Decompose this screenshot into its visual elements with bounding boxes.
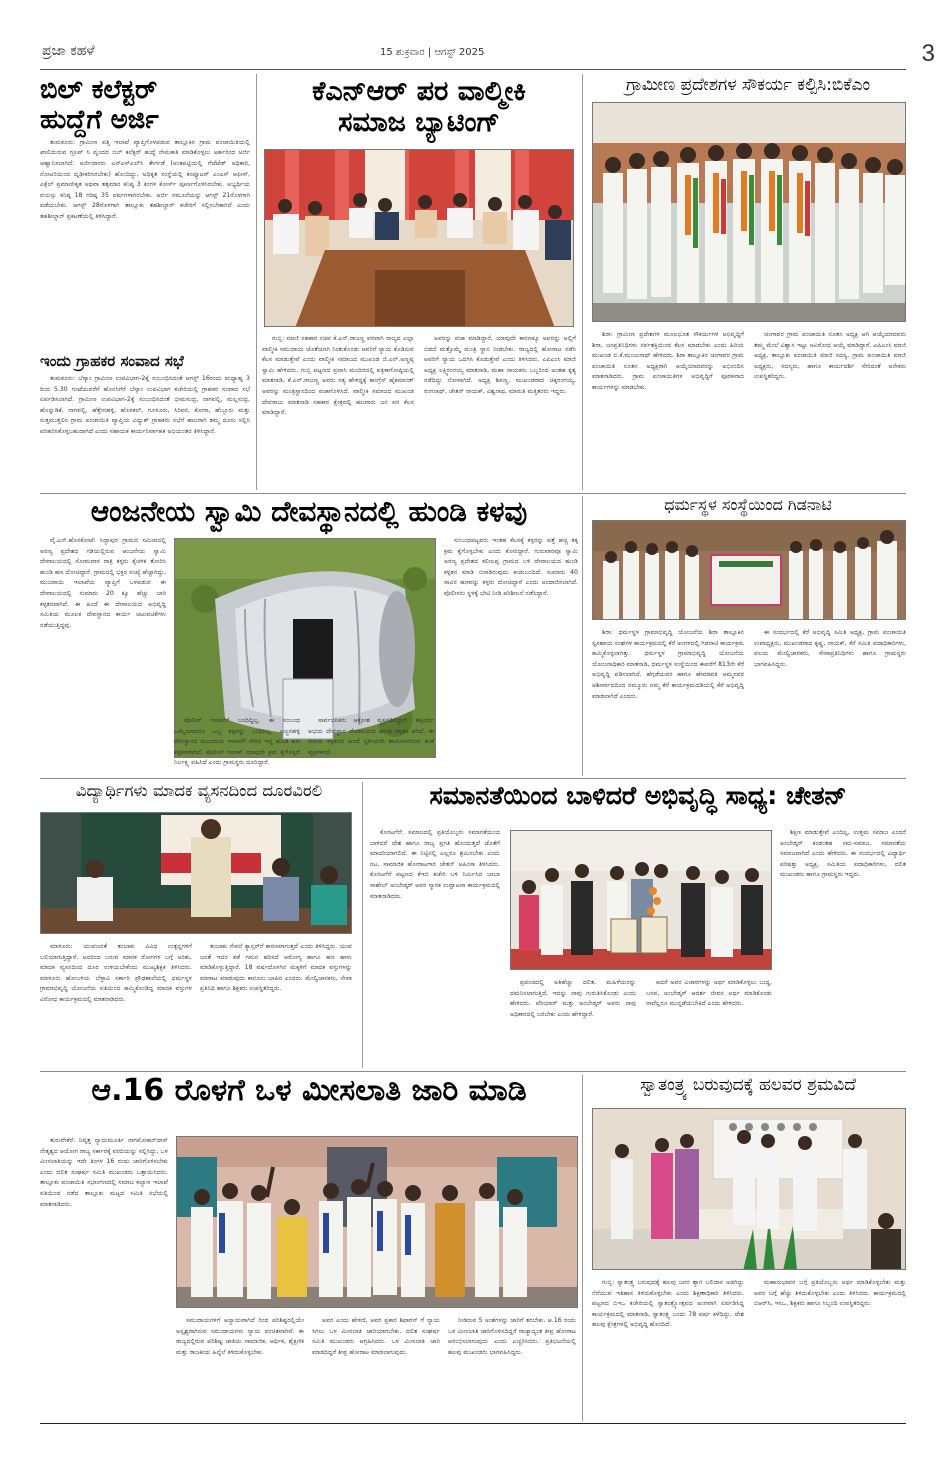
ambedkar-event-photo-illustration xyxy=(511,831,772,970)
headline-line1: ಕೆಎನ್‌ಆರ್ ಪರ ವಾಲ್ಮೀಕಿ xyxy=(312,76,526,107)
headline: ಆ.16 ರೊಳಗೆ ಒಳ ಮೀಸಲಾತಿ ಜಾರಿ ಮಾಡಿ xyxy=(91,1073,527,1108)
photo-ambedkar-event xyxy=(510,830,772,970)
article-consumer-meeting xyxy=(40,352,250,492)
headline: ಸಮಾನತೆಯಿಂದ ಬಾಳಿದರೆ ಅಭಿವೃದ್ಧಿ ಸಾಧ್ಯ: ಚೇತನ್ xyxy=(429,781,847,810)
article-students-drugs xyxy=(40,781,358,1003)
article-hundi-theft xyxy=(40,495,578,629)
photo-felicitation xyxy=(592,102,906,322)
headline: ಗ್ರಾಮೀಣ ಪ್ರದೇಶಗಳ ಸೌಕರ್ಯ ಕಲ್ಪಿಸಿ:ಬಿಕೆಎಂ xyxy=(625,75,871,95)
newspaper-name: ಪ್ರಜಾ ಕಹಳೆ xyxy=(42,43,95,59)
column-rule xyxy=(256,74,257,490)
headline: ವಿದ್ಯಾರ್ಥಿಗಳು ಮಾದಕ ವ್ಯಸನದಿಂದ ದೂರವಿರಲಿ xyxy=(75,781,323,800)
article-body-col4: ನೀಡಿರುವ 5 ಅಂಶಗಳನ್ನು ಜಾರಿಗೆ ತರಬೇಕು. ಆ.16 ರಂದು ಒಳ ಮೀಸಲಾತಿ ಜಾರಿಗೊಳಿಸದಿದ್ದರೆ ರಾಜ್ಯಾದ್ಯಂತ ತೀವ್ರ ಹೋರಾಟ ಆರಂಭಿಸಲಾಗುವುದು ಎಂದು ಎಚ್ಚರಿಸಿದರು. ಪ್ರತಿಭಟನೆಯಲ್ಲಿ ಹಲವು ಮುಖಂಡರು ಭಾಗವಹಿಸಿದ್ದರು. xyxy=(448,1317,576,1356)
article-body-col2: ಅವರನ್ನು ವಜಾ ಮಾಡಿದ್ದಾರೆ, ಯಾವುದೇ ಕಾರಣಕ್ಕೂ ಅವರನ್ನು ಅಲ್ಲಿಗೆ ಬಿಡದೆ ಮತ್ತೊಮ್ಮೆ ಮಂತ್ರಿ ಸ್ಥಾನ ನೀಡಬೇಕು. ರಾಜ್ಯದಲ್ಲಿ ಹೋರಾಟ ನಡೆಸಿ ಅವರಿಗೆ ನ್ಯಾಯ ಒದಗಿಸಿ ಕೊಡುತ್ತೇವೆ ಎಂದು ತಿಳಿಸಿದರು. ಎಪಿಎಂಸಿ ಮಾಜಿ ಅಧ್ಯಕ್ಷ ಲಕ್ಷ್ಮಿರಂಗಯ್ಯ ಮಾತನಾಡಿ, ಮಹಾ ನಾಯಕರು ಒಬ್ಬರಿಂದ ಅಂತಹ ಕೃತ್ಯ ನಡೆದಿದ್ದು ನೋವಾಗಿದೆ. ಅಧ್ಯಕ್ಷ ಶಿವಣ್ಣ, ಮುಖಂಡರಾದ ಚಿಕ್ಕರಂಗಯ್ಯ, ರಂಗನಾಥ್, ಚೇತನ್ ನಾಯಕ್, ವಿಶ್ವನಾಥ, ಮಾರುತಿ ಮತ್ತಿತರರು ಇದ್ದರು. xyxy=(424,335,576,395)
article-body-col1: ಶಿರಾ: ಗ್ರಾಮೀಣ ಪ್ರದೇಶಗಳ ಮೂಲಭೂತ ಸೌಕರ್ಯಗಳ ಅಭಿವೃದ್ಧಿಗೆ ಶಿರಾ, ಜನಪ್ರತಿನಿಧಿಗಳು ಸರ್ವಶಕ್ತಿಯಿಂದ ಕೆಲಸ ಮಾಡಬೇಕು ಎಂದು ಹಿರಿಯ ಮುಖಂಡ ಬಿ.ಕೆ.ಮಂಜುನಾಥ್ ಹೇಳಿದರು. ಶಿರಾ ತಾಲ್ಲೂಕಿನ ಚಂಗಾವರ ಗ್ರಾಮ ಪಂಚಾಯಿತಿ ನೂತನ ಅಧ್ಯಕ್ಷರಾಗಿ ಆಯ್ಕೆಯಾದವರನ್ನು ಅಭಿನಂದಿಸಿ ಮಾತನಾಡಿದರು. ಗ್ರಾಮ ಪಂಚಾಯಿತಿಗಳ ಅಭಿವೃದ್ಧಿಗೆ ಪೂರಕವಾದ ಕಾರ್ಯಗಳನ್ನು ಮಾಡಬೇಕು. xyxy=(592,331,744,391)
article-body-col2: ತಂಬಾಕು ಸೇವನೆ ಕ್ಯಾನ್ಸರ್‌ಗೆ ಕಾರಣವಾಗುತ್ತದೆ ಎಂದು ತಿಳಿಸಿದ್ದರು. ಯುವ ಜನತೆ ಇದರ ಕಡೆ ಗಮನ ಹರಿಸದೆ ಆರೋಗ್ಯ ಹಾಗೂ ಹಣ ಹಾಳು ಮಾಡಿಕೊಳ್ಳುತ್ತಿದ್ದಾರೆ. 18 ವರ್ಷದೊಳಗಿನ ಮಕ್ಕಳಿಗೆ ಮಾದಕ ವಸ್ತುಗಳನ್ನು ಮಾರಾಟ ಮಾಡುವುದು ಕಾನೂನು ಬಾಹಿರ ಎಂದರು. ಮೇಲ್ವಿಚಾರಕರು, ಸೇವಾ ಪ್ರತಿನಿಧಿ ಹಾಗೂ ಶಿಕ್ಷಕರು ಉಪಸ್ಥಿತರಿದ್ದರು. xyxy=(200,943,352,993)
headline: ಇಂದು ಗ್ರಾಹಕರ ಸಂವಾದ ಸಭೆ xyxy=(40,352,184,370)
photo-school-event xyxy=(40,812,352,934)
section-rule xyxy=(40,1071,906,1072)
meeting-photo-illustration xyxy=(265,150,574,327)
article-independence xyxy=(590,1075,906,1329)
column-rule xyxy=(582,496,583,776)
section-rule xyxy=(40,493,906,494)
headline-line2: ಸಮಾಜ ಬ್ಯಾಟಿಂಗ್ xyxy=(338,107,500,139)
school-event-photo-illustration xyxy=(41,813,352,934)
hundi-body-col3: ಸಾರ್ವಜನಿಕರು ಆಕ್ರೋಶ ವ್ಯಕ್ತಪಡಿಸಿದ್ದಾರೆ. ಶಕ್ತಿವರ್ಧ ಅಭಯ ದೇವಸ್ಥಾನ ದೇವಾಲಯದ ಹುಂಡಿ ಕಳ್ಳತನ ಆಗಿದೆ. ಈ ರೀತಿಯ ಕಳ್ಳತನದ ಹಿಂದೆ ಸ್ಥಳೀಯರೇ ಶಾಮೀಲಾಗಿರುವ ಶಂಕೆ ವ್ಯಕ್ತವಾಗಿದೆ. xyxy=(308,717,434,756)
column-rule xyxy=(582,1075,583,1421)
headline: ಧರ್ಮಸ್ಥಳ ಸಂಸ್ಥೆಯಿಂದ ಗಿಡನಾಟಿ xyxy=(664,495,832,514)
article-body-col3: ಆದರೆ ಅವರ ವಿಚಾರಗಳನ್ನು ಅರ್ಥ ಮಾಡಿಕೊಳ್ಳಲು ಬುದ್ಧ, ಬಸವ, ಅಂಬೇಡ್ಕರ್ ಆದರ್ಶ ಜೀವನ ಅರ್ಥ ಮಾಡಿಕೊಂಡು ನಾವೆಲ್ಲರೂ ಮುನ್ನಡೆಯಬೇಕಿದೆ ಎಂದು ಹೇಳಿದರು. xyxy=(646,979,772,1008)
protest-photo-illustration xyxy=(177,1137,578,1308)
issue-date: 15 ಶುಕ್ರವಾರ | ಆಗಸ್ಟ್ 2025 xyxy=(380,47,485,58)
article-dharmasthala xyxy=(590,495,906,700)
article-body-col2: ಈ ಸಂದರ್ಭದಲ್ಲಿ ಕೆರೆ ಅಭಿವೃದ್ಧಿ ಸಮಿತಿ ಅಧ್ಯಕ್ಷ, ಗ್ರಾಮ ಪಂಚಾಯಿತಿ ಉಪಾಧ್ಯಕ್ಷರು, ಮುಖಂಡರಾದ ಕೃಷ್ಣ, ನಾಯಕ್, ಕೆರೆ ಸಮಿತಿ ಪದಾಧಿಕಾರಿಗಳು, ವಲಯ ಮೇಲ್ವಿಚಾರಕರು, ಸೇವಾಪ್ರತಿನಿಧಿಗಳು ಹಾಗೂ ಗ್ರಾಮಸ್ಥರು ಭಾಗವಹಿಸಿದ್ದರು. xyxy=(754,629,906,668)
article-body-col1: ಗುಬ್ಬಿ: ಮಾಜಿ ಸಹಕಾರ ಸಚಿವ ಕೆ.ಎನ್.ರಾಜಣ್ಣ ಪರವಾಗಿ ರಾಜ್ಯದ ಎಲ್ಲಾ ವಾಲ್ಮೀಕಿ ಸಮುದಾಯ ಜೊತೆಯಾಗಿ ನಿಂತುಕೊಂಡು ಅವರಿಗೆ ನ್ಯಾಯ ಕೊಡಿಸುವ ಕೆಲಸ ಮಾಡುತ್ತೇವೆ ಎಂದು ವಾಲ್ಮೀಕಿ ಸಮಾಜದ ಮುಖಂಡ ಜಿ.ಎನ್.ಅಣ್ಣಪ್ಪ ಸ್ವಾಮಿ ಹೇಳಿದರು. ಗುಬ್ಬಿ ಪಟ್ಟಣದ ಪ್ರವಾಸಿ ಮಂದಿರದಲ್ಲಿ ಪತ್ರಿಕಾಗೋಷ್ಠಿಯಲ್ಲಿ ಮಾತನಾಡಿ, ಕೆ.ಎನ್.ರಾಜಣ್ಣ ಅವರು ಸತ್ಯ ಹೇಳಿದ್ದಕ್ಕೆ ಕಾಂಗ್ರೆಸ್ ಹೈಕಮಾಂಡ್ ಅವರನ್ನು ಮಂತ್ರಿಸ್ಥಾನದಿಂದ ವಜಾಗೊಳಿಸಿದೆ. ವಾಲ್ಮೀಕಿ ಸಮಾಜದ ಮುಖಂಡ ದೇವರಾಜು ಮಾತನಾಡಿ ಸಹಕಾರ ಕ್ಷೇತ್ರದಲ್ಲಿ ಹಲವಾರು ಜನ ಪರ ಕೆಲಸ ಮಾಡಿದ್ದಾರೆ. xyxy=(262,335,414,417)
headline: ಆಂಜನೇಯ ಸ್ವಾಮಿ ದೇವಸ್ಥಾನದಲ್ಲಿ ಹುಂಡಿ ಕಳವು xyxy=(90,495,528,528)
independence-event-photo-illustration xyxy=(593,1109,906,1270)
photo-tree-planting xyxy=(592,520,906,620)
article-body-col1: ಕೊರಟಗೆರೆ: ಸಮಾಜದಲ್ಲಿ ಪ್ರತಿಯೊಬ್ಬರು ಸಮಾನತೆಯಿಂದ ಬಾಳಿದರೆ ದೇಶ ಹಾಗೂ ರಾಜ್ಯ ಪ್ರಗತಿ ಹೊಂದುತ್ತದೆ ಜೊತೆಗೆ ಮಾದರಿಯಾಗಲಿದೆ. ಈ ನಿಟ್ಟಿನಲ್ಲಿ ಎಲ್ಲರೂ ಶ್ರಮಿಸಬೇಕು ಎಂದು ನಟ, ಸಾಮಾಜಿಕ ಹೋರಾಟಗಾರ ಚೇತನ್ ಅಹಿಂಸಾ ತಿಳಿಸಿದರು. ಕೊರಟಗೆರೆ ಪಟ್ಟಣದ ಕೆಇಬಿ ಕಚೇರಿ ಬಳಿ ನಿರ್ಮಿಸಿದ ಬಾಬಾ ಸಾಹೇಬ್ ಅಂಬೇಡ್ಕರ್ ಅವರ ಸ್ಮಾರಕ ಉದ್ಘಾಟನಾ ಕಾರ್ಯಕ್ರಮದಲ್ಲಿ ಮಾತನಾಡಿದರು. xyxy=(370,829,500,900)
hundi-body-col2: ಪೊಲೀಸ್ ಇಲಾಖೆಗೆ ಬಂದಿದ್ದಿಲ್ಲ. ಈ ಸಂಬಂಧ ಒಮ್ಮೆಯಾದರೂ ಒಬ್ಬ ಕಳ್ಳನನ್ನು ಬಂಧಿಸಿಲ್ಲ. ಅಜ್ಜನಹಳ್ಳಿ ದೇವಸ್ಥಾನದ ಮುಜರಾಯಿ ಇಲಾಖೆಗೆ ಸೇರಿದ ಇದ್ದ ಹುಂಡಿ ಹಣ ಕಳ್ಳತನವಾಗಿದೆ. ಪೊಲೀಸ್ ಇಲಾಖೆ ಯಾವುದೇ ಕ್ರಮ ಕೈಗೊಳ್ಳದೆ ನಿರ್ಲಕ್ಷ್ಯ ವಹಿಸಿದೆ ಎಂದು ಗ್ರಾಮಸ್ಥರು ದೂರಿದ್ದಾರೆ. xyxy=(174,717,300,767)
felicitation-photo-illustration xyxy=(593,103,906,322)
article-internal-reservation xyxy=(40,1073,578,1356)
article-body-col1: ಗುಬ್ಬಿ: ಸ್ವಾತಂತ್ರ್ಯ ಬರುವುದಕ್ಕೆ ಹಲವು ಜನರ ತ್ಯಾಗ ಬಲಿದಾನ ಅಡಗಿದ್ದು ನೆನೆಯುವ ಇತಿಹಾಸ ತಿಳಿದುಕೊಳ್ಳಬೇಕು ಎಂದು ಶಿಕ್ಷಣಾಧಿಕಾರಿ ತಿಳಿಸಿದರು. ಪಟ್ಟಣದ ಬಿಇಒ ಕಚೇರಿಯಲ್ಲಿ ಸ್ವಾತಂತ್ರ್ಯೋತ್ಸವದ ಅಂಗವಾಗಿ ಏರ್ಪಡಿಸಿದ್ದ ಕಾರ್ಯಕ್ರಮದಲ್ಲಿ ಮಾತನಾಡಿ, ಸ್ವಾತಂತ್ರ್ಯ ಬಂದು 78 ವರ್ಷ ಕಳೆದಿದ್ದು, ದೇಶ ಹಲವು ಕ್ಷೇತ್ರಗಳಲ್ಲಿ ಅಭಿವೃದ್ಧಿ ಹೊಂದಿದೆ. xyxy=(592,1279,744,1329)
article-bill-collector xyxy=(40,76,250,330)
headline-line1: ಬಿಲ್ ಕಲೆಕ್ಟರ್ xyxy=(40,75,158,105)
article-valmiki xyxy=(262,76,576,417)
column-rule xyxy=(362,782,363,1068)
article-chetan xyxy=(370,781,906,1018)
photo-protest xyxy=(176,1136,578,1308)
article-body: ತುಮಕೂರು: ಗ್ರಾಮೀಣ ಪತ್ತಿ ಇಲಾಖೆ ವ್ಯಾಪ್ತಿಗೊಳಪಡುವ ತಾಲ್ಲೂಕಿನ ಗ್ರಾಮ ಪಂಚಾಯಿತಿಯಲ್ಲಿ ಖಾಲಿಯಿರುವ ಗ್ರೂಪ್ ಸಿ ವೃಂದದ ಬಿಲ್ ಕಲೆಕ್ಟರ್ ಹುದ್ದೆ ನೇಮಕಾತಿ ಮಾಡಿಕೊಳ್ಳಲು ಅರ್ಹರಿಂದ ಅರ್ಜಿ ಆಹ್ವಾನಿಸಲಾಗಿದೆ. ಅರ್ಜಿದಾರರು ಎಸ್‌ಎಸ್‌ಎಲ್‌ಸಿ ತೇರ್ಗಡೆ (ಅಂಕಪಟ್ಟಿಯಲ್ಲಿ ಗೆಜೆಟೆಡ್ ಅಧಿಕಾರಿ, ನೋಟರಿಯಿಂದ ದೃಢೀಕರಿಸಿರಬೇಕು) ಹೊಂದಿದ್ದು, ಅಧಿಕೃತ ಸಂಸ್ಥೆಯಲ್ಲಿ ಕಂಪ್ಯೂಟರ್ ಎಂಎಸ್ ಆಫೀಸ್, ಎಕ್ಸೆಲ್ ಪ್ರಮಾಣೀಕೃತ ಅಥವಾ ತತ್ಸಮಾನ ಕನಿಷ್ಠ 3 ತಿಂಗಳ ಕೋರ್ಸ್ ಪೂರ್ಣಗೊಳಿಸಿರಬೇಕು. ಅಭ್ಯರ್ಥಿಯ ವಯಸ್ಸು ಕನಿಷ್ಠ 18 ಗರಿಷ್ಠ 35 ವರ್ಷಗಳಾಗಿರಬೇಕು. ಅರ್ಜಿ ನಮೂನೆಯನ್ನು ಆಗಸ್ಟ್ 21ರೊಳಗಾಗಿ ಪಡೆಯಬೇಕು. ಆಗಸ್ಟ್ 28ರೊಳಗಾಗಿ ತಾಲ್ಲೂಕು ತಹಶೀಲ್ದಾರ್ ಕಚೇರಿಗೆ ಸಲ್ಲಿಸಬೇಕಾಗಿದೆ ಎಂದು ತಹಶೀಲ್ದಾರ್ ಪ್ರಕಟಣೆಯಲ್ಲಿ ತಿಳಿಸಿದ್ದಾರೆ. xyxy=(40,138,250,220)
article-body-col1: ಶಿರಾ: ಧರ್ಮಸ್ಥಳ ಗ್ರಾಮಾಭಿವೃದ್ಧಿ ಯೋಜನೆಯ ಶಿರಾ ತಾಲ್ಲೂಕಿನ ಸ್ವಸಹಾಯ ಸಂಘಗಳ ಕಾರ್ಯಕ್ರಮದಲ್ಲಿ ಕೆರೆ ಅಂಗಳದಲ್ಲಿ ಗಿಡನಾಟಿ ಕಾರ್ಯಕ್ರಮ ಹಮ್ಮಿಕೊಳ್ಳಲಾಗಿತ್ತು. ಧರ್ಮಸ್ಥಳ ಗ್ರಾಮಾಭಿವೃದ್ಧಿ ಯೋಜನೆಯ ಯೋಜನಾಧಿಕಾರಿ ಮಾತನಾಡಿ, ಧರ್ಮಸ್ಥಳ ಸಂಸ್ಥೆಯಿಂದ ಈವರೆಗೆ 813ನೇ ಕೆರೆ ಅಭಿವೃದ್ಧಿ ಪಡಿಸಲಾಗಿದೆ. ಹೆಗ್ಗಡೆಯವರ ಹಾಗೂ ಹೇಮಾವತಿ ಅಮ್ಮನವರ ಆಶೀರ್ವಾದದಿಂದ ನಮ್ಮೂರು ನಮ್ಮ ಕೆರೆ ಕಾರ್ಯಕ್ರಮದಡಿಯಲ್ಲಿ ಕೆರೆ ಅಭಿವೃದ್ಧಿ ಮಾಡಲಾಗಿದೆ ಎಂದರು. xyxy=(592,629,744,700)
article-body-col2: ಮಹಾನುಭಾವರ ಬಗ್ಗೆ ಪ್ರತಿಯೊಬ್ಬರು ಅರ್ಥ ಮಾಡಿಕೊಳ್ಳಬೇಕು ಮತ್ತು ಅವರ ಬಗ್ಗೆ ಹೆಚ್ಚು ತಿಳಿದುಕೊಳ್ಳಬೇಕು ಎಂದು ತಿಳಿಸಿದರು. ಕಾರ್ಯಕ್ರಮದಲ್ಲಿ ಬಿಆರ್‌ಸಿ, ಇಸಿಒ, ಶಿಕ್ಷಕರು ಹಾಗೂ ಸಿಬ್ಬಂದಿ ಉಪಸ್ಥಿತರಿದ್ದರು. xyxy=(754,1279,906,1308)
photo-meeting xyxy=(264,149,574,327)
tree-planting-photo-illustration xyxy=(593,521,906,620)
article-bkm xyxy=(590,75,906,391)
photo-independence-event xyxy=(592,1108,906,1270)
article-body-col1: ವೈ.ಎನ್.ಹೊಸಕೋಟೆ: ಸಿದ್ದಾಪುರ ಗ್ರಾಮದ ಸಮೀಪದಲ್ಲಿ ಅರಣ್ಯ ಪ್ರದೇಶದ ಗಡಿಯಲ್ಲಿರುವ ಆಂಜನೇಯ ಸ್ವಾಮಿ ದೇವಾಲಯದಲ್ಲಿ ಸೋಮವಾರ ರಾತ್ರಿ ಕಳ್ಳರು ಕೈಚಳಕ ತೋರಿಸಿ ಹುಂಡಿ ಹಣ ದೋಚಿದ್ದಾರೆ. ಗ್ರಾಮದಲ್ಲಿ ಭಕ್ತರ ಸಂಖ್ಯೆ ಹೆಚ್ಚಾಗಿದ್ದು, ಮುಜರಾಯಿ ಇಲಾಖೆಯ ವ್ಯಾಪ್ತಿಗೆ ಒಳಪಡುವ ಈ ದೇವಾಲಯದಲ್ಲಿ ಸುಮಾರು 20 ಕ್ಕೂ ಹೆಚ್ಚು ಬಾರಿ ಕಳ್ಳತನವಾಗಿದೆ. ಈ ಹಿಂದೆ ಈ ದೇವಾಲಯದ ಅಭಿವೃದ್ಧಿ ಸಮಿತಿಯ ಮೂಲಕ ದೇವಸ್ಥಾನದ ಕಾರ್ಯ ಚಟುವಟಿಕೆಗಳು ನಡೆಯುತ್ತಿದ್ದವು. xyxy=(40,537,166,629)
page-number: 3 xyxy=(921,40,935,67)
headline: ಸ್ವಾತಂತ್ರ್ಯ ಬರುವುದಕ್ಕೆ ಹಲವರ ಶ್ರಮವಿದೆ xyxy=(640,1075,856,1095)
section-rule xyxy=(40,778,906,779)
headline-line2: ಹುದ್ದೆಗೆ ಅರ್ಜಿ xyxy=(40,104,159,135)
article-body-col4: ಶಿಕ್ಷಣ ಮಾಡುತ್ತೇವೆ ಎಂದಿಲ್ಲ, ಉತ್ತಮ ಸಮಾಜ ಎಂದರೆ ಅಂಬೇಡ್ಕರ್ ಕಂಡಂತಹ ಸಮ-ಸಮಾಜ, ಸಮಾನತೆಯ ಸಮಾಜವಾಗಿದೆ ಎಂದು ಹೇಳಿದರು. ಈ ಸಂದರ್ಭದಲ್ಲಿ ವಿದ್ಯಾರ್ಥಿ ಪರಿಷತ್ತು ಅಧ್ಯಕ್ಷ, ಸಮಿತಿಯ ಪದಾಧಿಕಾರಿಗಳು, ದಲಿತ ಮುಖಂಡರು ಹಾಗೂ ಗ್ರಾಮಸ್ಥರು ಇದ್ದರು. xyxy=(780,829,906,879)
page-bottom-rule xyxy=(40,1423,906,1424)
article-body-col2: ಸಮುದಾಯಗಳಿಗೆ ಅನ್ಯಾಯವಾಗಿದೆ ರಿಂದ ಪರಿಶಿಷ್ಟರಲ್ಲಿಯೇ ಅಸ್ಪೃಶ್ಯರಾಗಿರುವ ಸಮುದಾಯಗಳು ನ್ಯಾಯ ವಂಚಿತವಾಗಿವೆ. ಈ ರಾಜ್ಯದಲ್ಲಿರುವ ಪರಿಶಿಷ್ಟ ಜಾತಿಯ ಸಾಮಾಜಿಕ, ಆರ್ಥಿಕ, ಶೈಕ್ಷಣಿಕ ಮತ್ತು ರಾಜಕೀಯ ಹಿನ್ನೆಲೆ ತಿಳಿದುಕೊಳ್ಳಬೇಕು. xyxy=(176,1317,304,1356)
article-body: ತುಮಕೂರು: ಬೆಸ್ಕಾಂ ಗ್ರಾಮೀಣ ಉಪವಿಭಾಗ-2ಕ್ಕೆ ಸಂಬಂಧಿಸಿದಂತೆ ಆಗಸ್ಟ್ 16ರಂದು ಮಧ್ಯಾಹ್ನ 3 ರಿಂದ 5.30 ಗಂಟೆಯವರೆಗೆ ಹೊನಸಿಗೆರೆ ಬೆಸ್ಕಾಂ ಉಪವಿಭಾಗ ಕಚೇರಿಯಲ್ಲಿ ಗ್ರಾಹಕರ ಸಂವಾದ ಸಭೆ ಏರ್ಪಡಿಸಲಾಗಿದೆ. ಗ್ರಾಮೀಣ ಉಪವಿಭಾಗ-2ಕ್ಕೆ ಸಂಬಂಧಿಸಿದಂತೆ ಭೀಮಸಂದ್ರ, ನಾಗವಲ್ಲಿ, ಮಲ್ಲಸಂದ್ರ, ಹೊನ್ನುಡಿಕೆ, ನಾಗವಲ್ಲಿ, ಹೆತ್ತೇನಹಳ್ಳಿ, ಹೊಳಕಲ್, ಗೂಳೂರು, ಸಿರಿವರ, ಕೋರಾ, ಹೆಬ್ಬೂರು ಮತ್ತು ಸುತ್ತಮುತ್ತಲಿನ ಗ್ರಾಮ ಪಂಚಾಯಿತಿ ವ್ಯಾಪ್ತಿಯ ವಿದ್ಯುತ್ ಗ್ರಾಹಕರು ಸಭೆಗೆ ಹಾಜರಾಗಿ ತಮ್ಮ ದೂರು ಸಲ್ಲಿಸಿ ಪರಿಹರಿಸಿಕೊಳ್ಳಬಹುದಾಗಿದೆ ಎಂದು ಸಹಾಯಕ ಕಾರ್ಯನಿರ್ವಾಹಕ ಅಭಿಯಂತರ ತಿಳಿಸಿದ್ದಾರೆ. xyxy=(40,375,250,435)
column-rule xyxy=(582,74,583,490)
article-body-col1: ಮಾಳೂರು: ಯುವಜನತೆ ತಂಬಾಕು ವಿವಿಧ ಉತ್ಪನ್ನಗಳಿಗೆ ಬಲಿಯಾಗುತ್ತಿದ್ದಾರೆ. ಅದರಿಂದ ಬರುವ ಮಾರಕ ರೋಗಗಳ ಬಗ್ಗೆ ಅರಿತು, ಮಾದಕ ವ್ಯಸನದಿಂದ ದೂರ ಉಳಿಯಬೇಕೆಂದು ಮುಖ್ಯಶಿಕ್ಷಕ ತಿಳಿಸಿದರು. ಮಾಳೂರು ಹೋಬಳಿಯ ಬೆಳ್ಳಾವಿ ಸರ್ಕಾರಿ ಪ್ರೌಢಶಾಲೆಯಲ್ಲಿ ಧರ್ಮಸ್ಥಳ ಗ್ರಾಮಾಭಿವೃದ್ಧಿ ಯೋಜನೆಯ ವತಿಯಿಂದ ಹಮ್ಮಿಕೊಂಡಿದ್ದ ಮಾದಕ ವಸ್ತುಗಳ ವಿರೋಧ ಕಾರ್ಯಕ್ರಮದಲ್ಲಿ ಮಾತನಾಡಿದರು. xyxy=(40,943,192,1003)
article-body-col2: ಪ್ರಪಂಚದಲ್ಲಿ ಅತಿಹೆಚ್ಚು ದಲಿತ, ಮಹಿಳೆಯರನ್ನು ದಮನಿಸಲಾಗುತ್ತಿದೆ, ಇದನ್ನು ನಾವು ಗುರುತಿಸಿಕೊಂಡು ಎಂದು ಹೇಳಿದರು. ಪೆರಿಯಾರ್ ಮತ್ತು ಅಂಬೇಡ್ಕರ್ ಅವರು ನಾವು ಅಧಿಕಾರದಲ್ಲಿ ಬರಬೇಕು ಎಂದು ಹೇಳಿದ್ದಾರೆ. xyxy=(510,979,636,1018)
article-body-col2: ಚಂಗಾವರ ಗ್ರಾಮ ಪಂಚಾಯಿತಿ ನೂತನ ಅಧ್ಯಕ್ಷ ಆಗಿ ಆಯ್ಕೆಯಾದವರು ತಮ್ಮ ಮೇಲೆ ವಿಶ್ವಾಸ ಇಟ್ಟು ಅವಿರೋಧ ಆಯ್ಕೆ ಮಾಡಿದ್ದಾರೆ. ಎಪಿಎಂಸಿ ಮಾಜಿ ಅಧ್ಯಕ್ಷ, ತಾಲ್ಲೂಕು ಪಂಚಾಯಿತಿ ಮಾಜಿ ಸದಸ್ಯ, ಗ್ರಾಮ ಪಂಚಾಯಿತಿ ಮಾಜಿ ಅಧ್ಯಕ್ಷರು, ಸದಸ್ಯರು, ಹಾಗೂ ಕಾರ್ಯದರ್ಶಿ ಸೇರಿದಂತೆ ಅನೇಕರು ಉಪಸ್ಥಿತರಿದ್ದರು. xyxy=(754,331,906,381)
article-body-col3: ಅವರ ಎಂದು ಹೇಳಿದೆ, ಅವರ ಪ್ರಕಾರ ಶಿಫಾರಸ್ ಗೆ ನ್ಯಾಯ ಸಿಗಲು ಒಳ ಮೀಸಲಾತಿ ಜಾರಿಯಾಗಬೇಕು. ದಲಿತ ಸಂಘರ್ಷ ಸಮಿತಿ ಮುಖಂಡರು ಆಗ್ರಹಿಸಿದರು. ಒಳ ಮೀಸಲಾತಿ ಜಾರಿ ಮಾಡದಿದ್ದರೆ ತೀವ್ರ ಹೋರಾಟ ಮಾಡಲಾಗುವುದು. xyxy=(312,1317,440,1356)
article-body-col1: ತುರುವೇಕೆರೆ: ನಿವೃತ್ತ ನ್ಯಾಯಮೂರ್ತಿ ನಾಗಮೋಹನ್‌ದಾಸ್ ನೇತೃತ್ವದ ಆಯೋಗ ರಾಜ್ಯ ಸರ್ಕಾರಕ್ಕೆ ವರದಿಯನ್ನು ಸಲ್ಲಿಸಿದ್ದು, ಒಳ ಮೀಸಲಾತಿಯನ್ನು ಇದೇ ತಿಂಗಳ 16 ರಂದು ಜಾರಿಗೊಳಿಸಬೇಕು ಎಂದು ದಲಿತ ಸಂಘರ್ಷ ಸಮಿತಿ ಮುಖಂಡರು ಒತ್ತಾಯಿಸಿದರು. ತಾಲ್ಲೂಕು ಪಂಚಾಯಿತಿ ಸಭಾಂಗಣದಲ್ಲಿ ಸಮಾಜ ಕಲ್ಯಾಣ ಇಲಾಖೆ ವತಿಯಿಂದ ನಡೆದ ತಾಲ್ಲೂಕು ಮಟ್ಟದ ಸಮಿತಿ ಸಭೆಯಲ್ಲಿ ಮಾತನಾಡಿದರು. xyxy=(40,1137,168,1208)
article-body-col4: ಸಂಬಂಧಪಟ್ಟವರು ಇಂತಹ ಕೆಲಸಕ್ಕೆ ಕಳ್ಳರನ್ನು ಪತ್ತೆ ಹಚ್ಚಿ ತಕ್ಕ ಕ್ರಮ ಕೈಗೊಳ್ಳಬೇಕು ಎಂದು ಕೋರಿದ್ದಾರೆ. ಗುರುವಾರವೂ ಸ್ವಾಮಿ ಅರಣ್ಯ ಪ್ರದೇಶದ ಕಲೀಲಪ್ಪ ಗ್ರಾಮದ ಬಳಿ ದೇವಾಲಯದ ಹುಂಡಿ ಕಳ್ಳತನ ಮಾಡಿ ಬಿಸಾಡಿರುವುದು ಕಂಡುಬಂದಿದೆ. ಸುಮಾರು 40 ಸಾವಿರ ಹಣವನ್ನು ಕಳ್ಳರು ದೋಚಿದ್ದಾರೆ ಎಂದು ಅಂದಾಜಿಸಲಾಗಿದೆ. ಪೊಲೀಸರು ಸ್ಥಳಕ್ಕೆ ಭೇಟಿ ನೀಡಿ ಪರಿಶೀಲನೆ ನಡೆಸಿದ್ದಾರೆ. xyxy=(444,537,578,597)
masthead-rule xyxy=(40,69,906,70)
